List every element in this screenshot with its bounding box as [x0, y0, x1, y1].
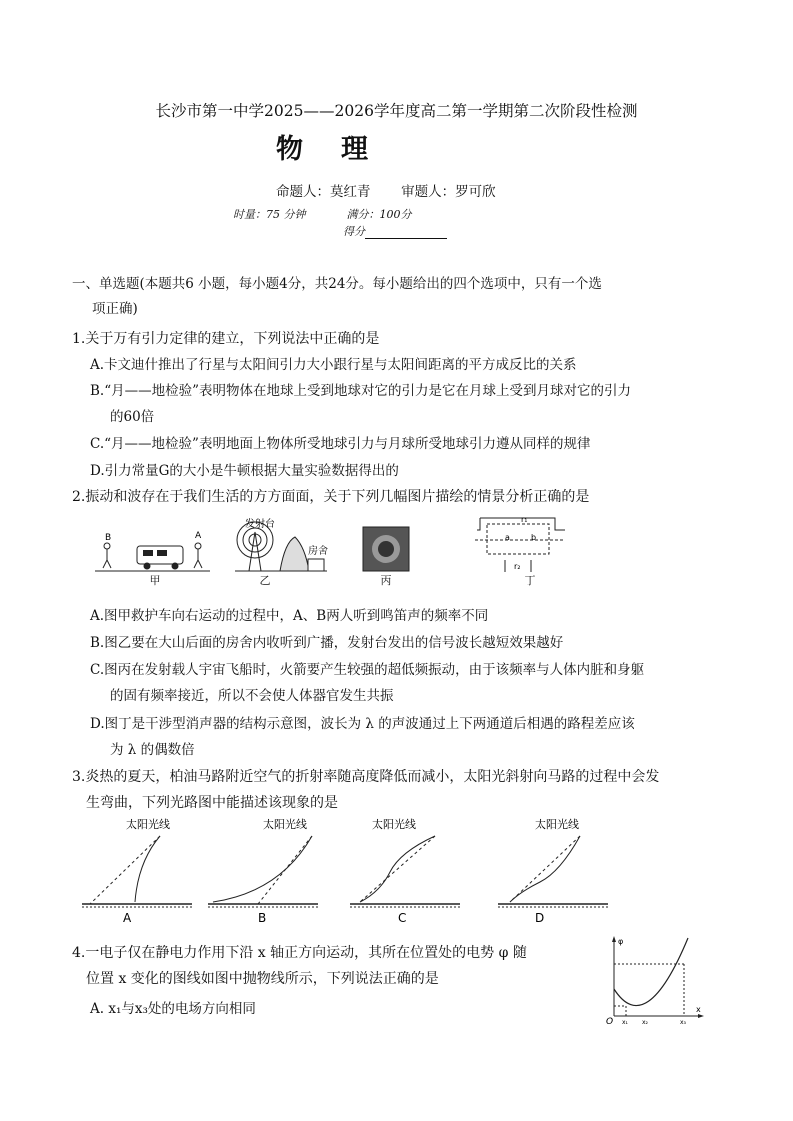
- q3-light-path-figures: [80, 812, 610, 928]
- q3-stem: [72, 764, 732, 816]
- q2-option-d: [90, 711, 730, 763]
- r1-label: r₁: [521, 515, 528, 524]
- fig-label-jia: 甲: [149, 574, 161, 587]
- q3-figure-b: [208, 817, 318, 925]
- a-label: a: [505, 533, 510, 542]
- person-b-label: B: [105, 533, 112, 543]
- graph-x1: x₁: [622, 1019, 628, 1026]
- question-setter: 命题人：莫红青: [276, 184, 371, 200]
- figure-bing-rocket: [363, 527, 409, 571]
- q3-b-label: B: [258, 911, 267, 925]
- q1-option-b-line1: B.“月——地检验”表明物体在地球上受到地球对它的引力是它在月球上受到月球对它的引力: [90, 383, 632, 399]
- q4-stem-line2: 位置 x 变化的图线如图中抛物线所示，下列说法正确的是: [86, 971, 439, 987]
- q2-option-b: B.图乙要在大山后面的房舍内收听到广播，发射台发出的信号波长越短效果越好: [90, 635, 564, 651]
- exam-duration-full-marks: [233, 206, 412, 222]
- q1-option-d: D.引力常量G的大小是牛顿根据大量实验数据得出的: [90, 463, 399, 479]
- figure-jia-ambulance: [95, 531, 210, 571]
- subject-title: 物理: [276, 134, 406, 165]
- figure-ding-muffler: [475, 515, 565, 572]
- graph-x2: x₂: [642, 1019, 648, 1026]
- person-a-label: A: [195, 531, 202, 541]
- q3-figure-a: [82, 817, 192, 925]
- r2-label: r₂: [514, 562, 521, 571]
- q3-c-title: 太阳光线: [372, 818, 416, 831]
- q3-d-title: 太阳光线: [535, 818, 579, 831]
- q3-stem-line2: 生弯曲，下列光路图中能描述该现象的是: [86, 795, 338, 811]
- exam-title: 长沙市第一中学2025——2026学年度高二第一学期第二次阶段性检测: [155, 102, 638, 120]
- q4-stem: [72, 940, 602, 992]
- q3-c-label: C: [398, 911, 407, 925]
- q3-a-label: A: [123, 911, 132, 925]
- q3-a-title: 太阳光线: [126, 818, 170, 831]
- q2-option-c-line2: 的固有频率接近，所以不会使人体器官发生共振: [110, 688, 394, 704]
- q1-stem: 1.关于万有引力定律的建立，下列说法中正确的是: [72, 331, 380, 347]
- full-marks: 满分：100分: [346, 208, 412, 221]
- fig-label-bing: 丙: [380, 574, 392, 587]
- figure-yi-tower: [235, 517, 328, 571]
- q1-option-b: [90, 378, 730, 430]
- q2-figures: [95, 512, 565, 574]
- q2-option-d-line2: 为 λ 的偶数倍: [110, 742, 195, 758]
- graph-y-label: φ: [618, 937, 624, 946]
- q3-b-title: 太阳光线: [263, 818, 307, 831]
- q3-stem-line1: 3.炎热的夏天，柏油马路附近空气的折射率随高度降低而减小，太阳光斜射向马路的过程中会发: [72, 769, 660, 785]
- score-field: [343, 223, 447, 239]
- exam-duration: 时量：75 分钟: [233, 208, 306, 221]
- q3-d-label: D: [535, 911, 545, 925]
- b-label: b: [531, 533, 537, 542]
- q4-option-a: A. x₁与x₃处的电场方向相同: [90, 1001, 256, 1017]
- q2-option-d-line1: D.图丁是干涉型消声器的结构示意图，波长为 λ 的声波通过上下两通道后相遇的路程差应该: [90, 716, 635, 732]
- q4-potential-graph: [606, 934, 706, 1026]
- graph-origin: O: [606, 1017, 614, 1026]
- q3-figure-c: [350, 817, 460, 925]
- q2-option-c: [90, 657, 730, 709]
- q4-stem-line1: 4.一电子仅在静电力作用下沿 x 轴正方向运动，其所在位置处的电势 φ 随: [72, 945, 527, 961]
- exam-staff: [276, 180, 496, 200]
- house-label: 房舍: [308, 546, 328, 557]
- score-label: 得分: [343, 225, 365, 238]
- section-line-1: 一、单选题(本题共6 小题，每小题4分，共24分。每小题给出的四个选项中，只有一个选: [72, 276, 602, 292]
- reviewer: 审题人：罗可欣: [401, 184, 496, 200]
- q1-option-a: A.卡文迪什推出了行星与太阳间引力大小跟行星与太阳间距离的平方成反比的关系: [90, 357, 577, 373]
- tower-label: 发射台: [245, 519, 275, 530]
- fig-label-ding: 丁: [524, 574, 536, 587]
- graph-x-label: x: [696, 1005, 701, 1014]
- q2-stem: 2.振动和波存在于我们生活的方方面面，关于下列几幅图片描绘的情景分析正确的是: [72, 489, 590, 505]
- q2-option-a: A.图甲救护车向右运动的过程中，A、B两人听到鸣笛声的频率不同: [90, 608, 489, 624]
- q3-figure-d: [498, 817, 608, 925]
- graph-x3: x₃: [680, 1019, 686, 1026]
- section-line-2: 项正确): [92, 301, 138, 317]
- section-heading: [72, 272, 732, 322]
- q1-option-c: C.“月——地检验”表明地面上物体所受地球引力与月球所受地球引力遵从同样的规律: [90, 436, 591, 452]
- q2-option-c-line1: C.图丙在发射载人宇宙飞船时，火箭要产生较强的超低频振动，由于该频率与人体内脏和身躯: [90, 662, 645, 678]
- score-blank[interactable]: [365, 226, 447, 239]
- fig-label-yi: 乙: [259, 574, 271, 587]
- q1-option-b-line2: 的60倍: [110, 409, 155, 425]
